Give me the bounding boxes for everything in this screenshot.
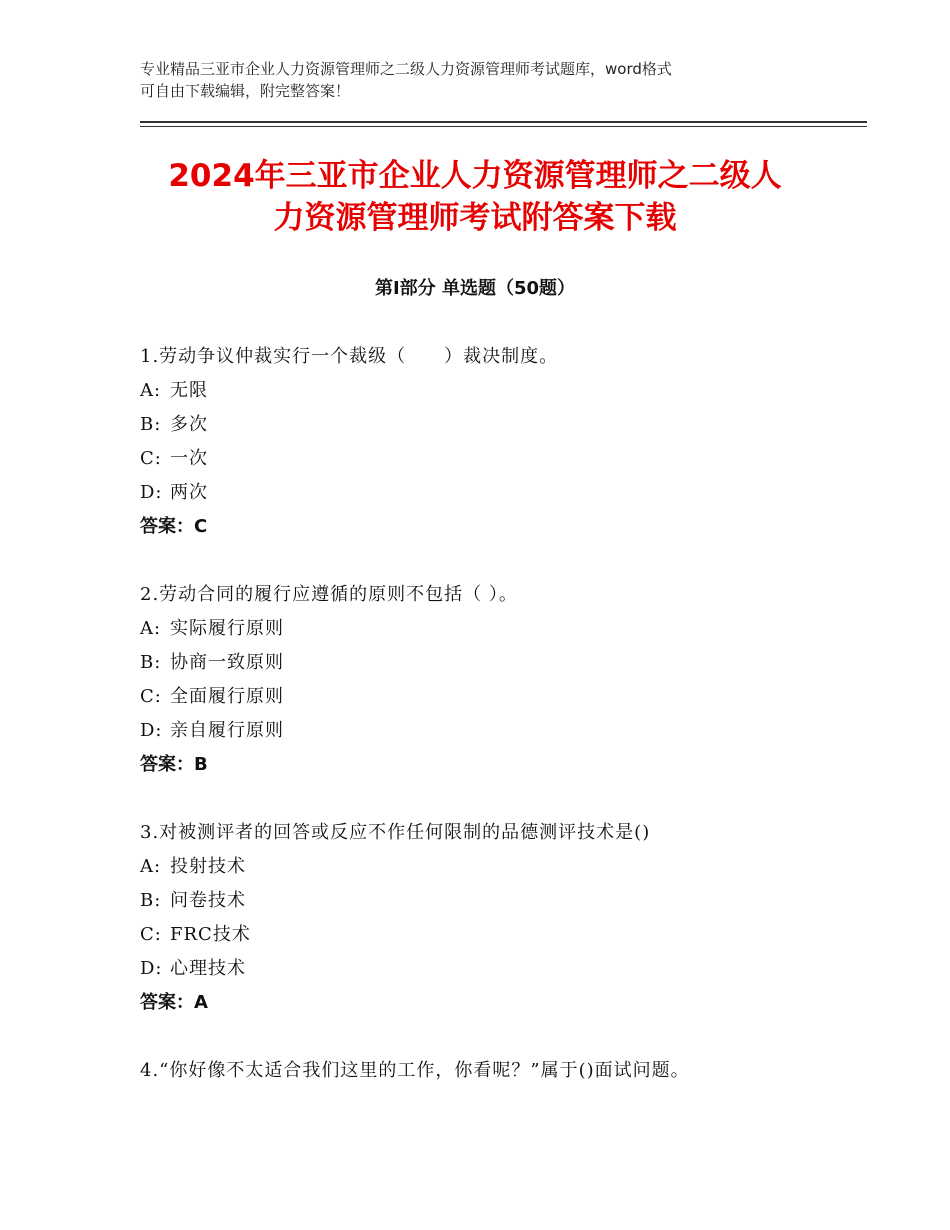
option-letter: C: xyxy=(140,448,162,469)
header-note-line-1: 专业精品三亚市企业人力资源管理师之二级人力资源管理师考试题库，word格式 xyxy=(140,60,672,78)
option-letter: D: xyxy=(140,958,163,979)
question-stem: 4.“你好像不太适合我们这里的工作，你看呢？”属于()面试问题。 xyxy=(140,1060,690,1081)
question-option xyxy=(140,408,840,442)
option-text: 无限 xyxy=(170,380,208,401)
header-divider-thin xyxy=(140,126,867,127)
option-letter: D: xyxy=(140,482,163,503)
question-option xyxy=(140,918,840,952)
question-option xyxy=(140,374,840,408)
question-answer: 答案：C xyxy=(140,516,208,537)
question-item xyxy=(140,340,840,544)
question-option xyxy=(140,646,840,680)
question-option xyxy=(140,714,840,748)
option-letter: D: xyxy=(140,720,163,741)
option-text: 多次 xyxy=(170,414,208,435)
option-text: 全面履行原则 xyxy=(170,686,284,707)
question-option xyxy=(140,680,840,714)
option-letter: C: xyxy=(140,924,162,945)
question-stem: 2.劳动合同的履行应遵循的原则不包括（ ）。 xyxy=(140,584,518,605)
document-title-line-1: 2024年三亚市企业人力资源管理师之二级人 xyxy=(168,158,782,194)
option-letter: A: xyxy=(140,380,162,401)
question-option xyxy=(140,476,840,510)
option-text: 投射技术 xyxy=(170,856,246,877)
section-title: 第Ⅰ部分 单选题（50题） xyxy=(374,278,575,299)
header-note-line-2: 可自由下载编辑，附完整答案！ xyxy=(140,82,351,100)
question-option xyxy=(140,612,840,646)
question-answer: 答案：A xyxy=(140,992,208,1013)
option-text: 一次 xyxy=(170,448,208,469)
question-option xyxy=(140,850,840,884)
option-letter: B: xyxy=(140,414,162,435)
question-stem: 3.对被测评者的回答或反应不作任何限制的品德测评技术是() xyxy=(140,822,651,843)
document-title-line-2: 力资源管理师考试附答案下载 xyxy=(273,200,677,236)
option-letter: C: xyxy=(140,686,162,707)
question-list xyxy=(140,340,840,1122)
option-text: 实际履行原则 xyxy=(170,618,284,639)
question-item xyxy=(140,578,840,782)
option-text: 心理技术 xyxy=(170,958,246,979)
option-letter: A: xyxy=(140,856,162,877)
option-letter: B: xyxy=(140,652,162,673)
header-divider-thick xyxy=(140,121,867,123)
document-title xyxy=(100,155,850,239)
question-stem: 1.劳动争议仲裁实行一个裁级（ ）裁决制度。 xyxy=(140,346,559,367)
option-text: 问卷技术 xyxy=(170,890,246,911)
question-option xyxy=(140,952,840,986)
option-text: 两次 xyxy=(170,482,208,503)
option-text: 协商一致原则 xyxy=(170,652,284,673)
option-text: 亲自履行原则 xyxy=(170,720,284,741)
question-answer: 答案：B xyxy=(140,754,208,775)
option-text: FRC技术 xyxy=(170,924,251,945)
question-item xyxy=(140,816,840,1020)
question-option xyxy=(140,884,840,918)
option-letter: A: xyxy=(140,618,162,639)
option-letter: B: xyxy=(140,890,162,911)
question-item xyxy=(140,1054,840,1088)
question-option xyxy=(140,442,840,476)
header-note xyxy=(140,58,840,102)
